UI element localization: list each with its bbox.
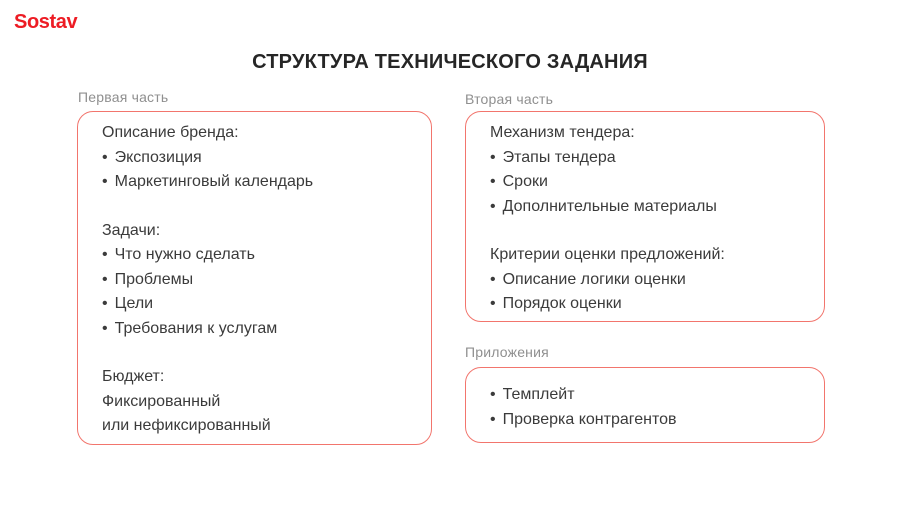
group-attachments [490, 383, 806, 432]
bullet-glyph: • [490, 148, 496, 166]
group-heading: Описание бренда: [102, 124, 239, 141]
page-title: СТРУКТУРА ТЕХНИЧЕСКОГО ЗАДАНИЯ [252, 51, 648, 73]
bullet-item-label: Описание логики оценки [502, 270, 686, 288]
bullet-item-label: Маркетинговый календарь [114, 173, 314, 190]
group-evaluation-criteria [490, 243, 806, 317]
group-budget [102, 365, 413, 439]
bullet-item [490, 195, 806, 220]
bullet-item [490, 408, 806, 433]
bullet-item [102, 243, 413, 268]
group-heading: Бюджет: [102, 368, 165, 385]
group-heading: Задачи: [102, 221, 161, 239]
section-label-attachments: Приложения [465, 344, 549, 360]
box-first-part [77, 111, 432, 445]
bullet-item-label: Дополнительные материалы [502, 197, 717, 215]
bullet-glyph: • [490, 410, 496, 428]
bullet-glyph: • [490, 173, 496, 190]
bullet-item [490, 383, 806, 408]
bullet-glyph: • [490, 386, 496, 403]
bullet-item [102, 146, 413, 171]
plain-line: Фиксированный [102, 392, 221, 410]
group-tender-mechanism [490, 121, 806, 219]
bullet-glyph: • [102, 295, 108, 312]
section-label-second-part: Вторая часть [465, 91, 554, 107]
bullet-item [102, 292, 413, 317]
bullet-item-label: Порядок оценки [502, 295, 622, 312]
bullet-glyph: • [102, 173, 108, 190]
box-second-part [465, 111, 825, 322]
bullet-item [490, 292, 806, 317]
group-tasks [102, 219, 413, 342]
bullet-item-label: Этапы тендера [502, 148, 616, 166]
bullet-glyph: • [102, 270, 108, 288]
bullet-item-label: Проблемы [114, 270, 194, 288]
group-brand-description [102, 121, 413, 195]
bullet-item-label: Темплейт [502, 386, 575, 403]
bullet-glyph: • [490, 295, 496, 312]
group-heading: Критерии оценки предложений: [490, 246, 725, 263]
bullet-glyph: • [490, 270, 496, 288]
bullet-item-label: Проверка контрагентов [502, 410, 677, 428]
bullet-item-label: Что нужно сделать [114, 246, 255, 263]
plain-line: или нефиксированный [102, 417, 271, 434]
bullet-item [490, 170, 806, 195]
group-heading: Механизм тендера: [490, 124, 635, 141]
bullet-item [102, 317, 413, 342]
bullet-item-label: Экспозиция [114, 148, 202, 166]
bullet-glyph: • [490, 197, 496, 215]
bullet-glyph: • [102, 246, 108, 263]
sostav-logo: Sostav [14, 11, 78, 33]
bullet-item-label: Цели [114, 295, 154, 312]
bullet-item [490, 146, 806, 171]
bullet-item-label: Требования к услугам [114, 319, 278, 337]
bullet-glyph: • [102, 148, 108, 166]
bullet-glyph: • [102, 319, 108, 337]
section-label-first-part: Первая часть [78, 89, 169, 105]
box-attachments [465, 367, 825, 443]
bullet-item [102, 268, 413, 293]
bullet-item [102, 170, 413, 195]
bullet-item [490, 268, 806, 293]
bullet-item-label: Сроки [502, 173, 548, 190]
